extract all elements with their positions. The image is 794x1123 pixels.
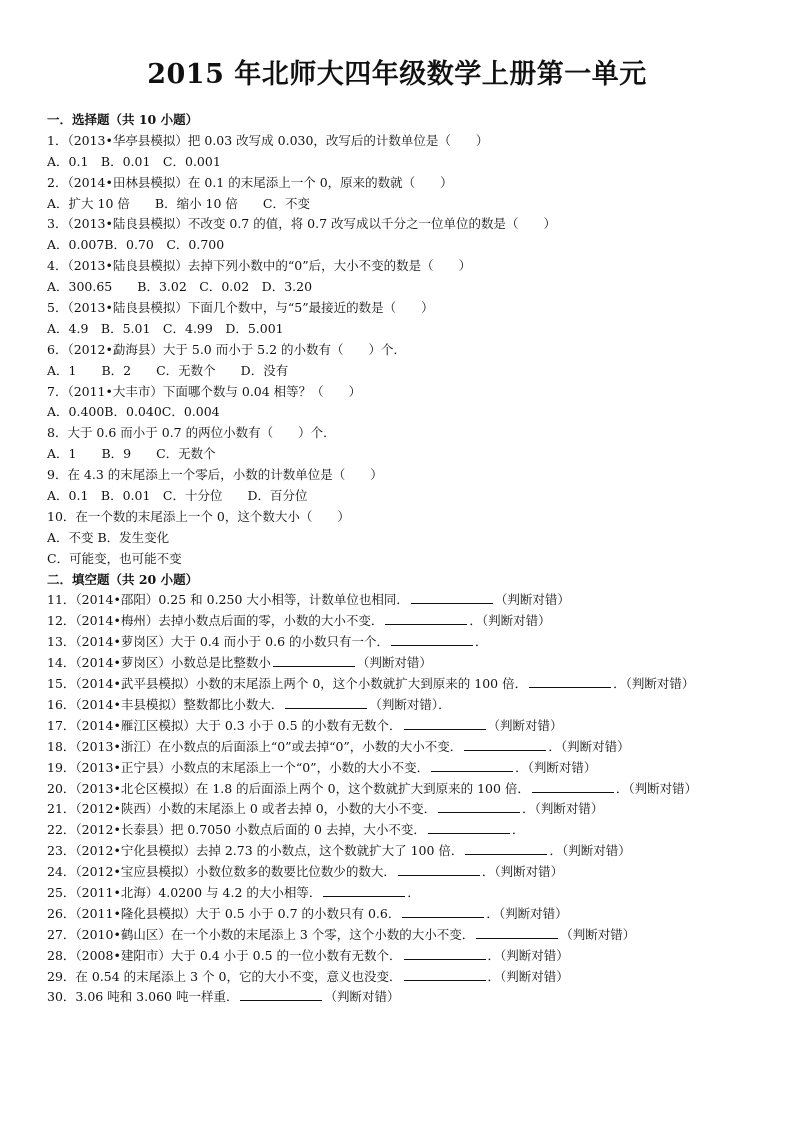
choice-question-line: A．1 B．2 C．无数个 D．没有 [47, 362, 289, 378]
question-text: 25．（2011•北海）4.0200 与 4.2 的大小相等． [47, 884, 322, 900]
question-text: 29．在 0.54 的末尾添上 3 个 0，它的大小不变，意义也没变． [47, 968, 402, 984]
question-text: 26．（2011•隆化县模拟）大于 0.5 小于 0.7 的小数只有 0.6． [47, 905, 401, 921]
choice-question-line: 5．（2013•陆良县模拟）下面几个数中，与“5”最接近的数是（ ） [47, 300, 434, 316]
question-text: 13．（2014•萝岗区）大于 0.4 而小于 0.6 的小数只有一个． [47, 634, 389, 650]
choice-question-line: 6．（2012•勐海县）大于 5.0 而小于 5.2 的小数有（ ）个． [47, 341, 407, 357]
fill-question-line [47, 653, 754, 674]
answer-blank[interactable] [464, 738, 546, 751]
question-suffix: （判断对错） [560, 926, 636, 942]
choice-question-line: A．不变 B．发生变化 [47, 529, 170, 545]
choice-question-line: 2．（2014•田林县模拟）在 0.1 的末尾添上一个 0，原来的数就（ ） [47, 174, 453, 190]
question-suffix: ． [511, 822, 525, 838]
choice-question-line: A．0.007B．0.70 C．0.700 [47, 237, 225, 253]
fill-question-line [47, 820, 754, 841]
question-text: 19．（2013•正宁县）小数点的末尾添上一个“0”，小数的大小不变． [47, 759, 430, 775]
question-text: 14．（2014•萝岗区）小数总是比整数小 [47, 655, 271, 671]
answer-blank[interactable] [438, 800, 520, 813]
question-suffix: （判断对错）． [369, 696, 451, 712]
fill-question-line [47, 967, 754, 988]
fill-question-line [47, 611, 754, 632]
answer-blank[interactable] [404, 717, 486, 730]
fill-question-line [47, 987, 754, 1008]
choice-question-line: A．300.65 B．3.02 C．0.02 D．3.20 [47, 279, 313, 295]
question-text: 11．（2014•邵阳）0.25 和 0.250 大小相等，计数单位也相同． [47, 592, 409, 608]
question-text: 28．（2008•建阳市）大于 0.4 小于 0.5 的一位小数有无数个． [47, 947, 402, 963]
answer-blank[interactable] [529, 675, 611, 688]
question-text: 22．（2012•长泰县）把 0.7050 小数点后面的 0 去掉，大小不变． [47, 822, 426, 838]
answer-blank[interactable] [404, 968, 486, 981]
answer-blank[interactable] [323, 884, 405, 897]
choice-question-line: 8．大于 0.6 而小于 0.7 的两位小数有（ ）个． [47, 425, 336, 441]
fill-question-line [47, 695, 754, 716]
choice-question-line: A．4.9 B．5.01 C．4.99 D．5.001 [47, 320, 284, 336]
answer-blank[interactable] [404, 947, 486, 960]
question-text: 23．（2012•宁化县模拟）去掉 2.73 的小数点，这个数就扩大了 100 倍． [47, 843, 464, 859]
answer-blank[interactable] [285, 696, 367, 709]
fill-question-line [47, 883, 754, 904]
choice-question-line: A．0.400B．0.040C．0.004 [47, 404, 220, 420]
answer-blank[interactable] [385, 612, 467, 625]
question-suffix: ．（判断对错） [486, 905, 568, 921]
fill-question-line [47, 925, 754, 946]
fill-question-line [47, 904, 754, 925]
question-text: 15．（2014•武平县模拟）小数的末尾添上两个 0，这个小数就扩大到原来的 100 倍． [47, 676, 528, 692]
question-suffix: ．（判断对错） [469, 613, 551, 629]
choice-question-line: A．0.1 B．0.01 C．十分位 D．百分位 [47, 488, 308, 504]
choice-question-line: 7．（2011•大丰市）下面哪个数与 0.04 相等？（ ） [47, 383, 362, 399]
choice-question-line: 4．（2013•陆良县模拟）去掉下列小数中的“0”后，大小不变的数是（ ） [47, 258, 472, 274]
question-suffix: （判断对错） [494, 592, 570, 608]
choice-question-line: A．0.1 B．0.01 C．0.001 [47, 153, 221, 169]
section-heading-fill: 二．填空题（共 20 小题） [47, 571, 199, 587]
fill-question-line [47, 758, 754, 779]
choice-question-line: 3．（2013•陆良县模拟）不改变 0.7 的值，将 0.7 改写成以千分之一位单位的数是（ ） [47, 216, 557, 232]
question-suffix: ．（判断对错） [481, 864, 564, 880]
choice-question-line: A．1 B．9 C．无数个 [47, 446, 216, 462]
question-suffix: （判断对错） [324, 989, 400, 1005]
document-title: 2015 年北师大四年级数学上册第一单元 [147, 59, 647, 90]
question-suffix: ．（判断对错） [549, 843, 631, 859]
fill-question-line [47, 737, 754, 758]
fill-question-line [47, 862, 754, 883]
answer-blank[interactable] [402, 905, 484, 918]
question-suffix: ．（判断对错） [515, 759, 597, 775]
section-heading-choice: 一．选择题（共 10 小题） [47, 112, 199, 127]
answer-blank[interactable] [391, 633, 473, 646]
answer-blank[interactable] [465, 842, 547, 855]
question-suffix: （判断对错） [487, 717, 563, 733]
answer-blank[interactable] [532, 780, 614, 793]
fill-question-line [47, 716, 754, 737]
question-suffix: （判断对错） [356, 655, 432, 671]
fill-question-line [47, 799, 754, 820]
choice-question-list [47, 131, 754, 570]
question-text: 21．（2012•陕西）小数的末尾添上 0 或者去掉 0，小数的大小不变． [47, 801, 437, 817]
question-text: 18．（2013•浙江）在小数点的后面添上“0”或去掉“0”，小数的大小不变． [47, 738, 463, 754]
question-suffix: ．（判断对错） [487, 947, 569, 963]
choice-question-line: C．可能变，也可能不变 [47, 550, 182, 566]
question-text: 24．（2012•宝应县模拟）小数位数多的数要比位数少的数大． [47, 864, 396, 880]
question-suffix: ．（判断对错） [613, 676, 695, 692]
answer-blank[interactable] [273, 654, 355, 667]
fill-question-line [47, 590, 754, 611]
fill-question-line [47, 841, 754, 862]
answer-blank[interactable] [240, 988, 322, 1001]
choice-question-line: 1．（2013•华亭县模拟）把 0.03 改写成 0.030，改写后的计数单位是（ ） [47, 132, 489, 148]
question-text: 20．（2013•北仑区模拟）在 1.8 的后面添上两个 0，这个数就扩大到原来的 100 倍． [47, 780, 530, 796]
answer-blank[interactable] [476, 926, 558, 939]
fill-question-line [47, 674, 754, 695]
choice-question-line: 9．在 4.3 的末尾添上一个零后，小数的计数单位是（ ） [47, 467, 383, 483]
document-content [47, 110, 754, 1008]
fill-question-line [47, 632, 754, 653]
fill-question-line [47, 946, 754, 967]
question-suffix: ．（判断对错） [522, 801, 604, 817]
answer-blank[interactable] [411, 591, 493, 604]
question-suffix: ．（判断对错） [548, 738, 630, 754]
question-text: 27．（2010•鹤山区）在一个小数的末尾添上 3 个零，这个小数的大小不变． [47, 926, 475, 942]
fill-question-line [47, 779, 754, 800]
question-text: 12．（2014•梅州）去掉小数点后面的零，小数的大小不变． [47, 613, 384, 629]
question-suffix: ． [407, 884, 420, 900]
question-text: 16．（2014•丰县模拟）整数都比小数大． [47, 696, 284, 712]
question-suffix: ． [475, 634, 488, 650]
question-text: 17．（2014•雁江区模拟）大于 0.3 小于 0.5 的小数有无数个． [47, 717, 402, 733]
answer-blank[interactable] [398, 863, 480, 876]
choice-question-line: 10．在一个数的末尾添上一个 0，这个数大小（ ） [47, 508, 350, 524]
fill-question-list [47, 590, 754, 1008]
question-text: 30．3.06 吨和 3.060 吨一样重． [47, 989, 239, 1005]
answer-blank[interactable] [431, 759, 513, 772]
answer-blank[interactable] [428, 821, 510, 834]
question-suffix: ．（判断对错） [487, 968, 569, 984]
choice-question-line: A．扩大 10 倍 B．缩小 10 倍 C．不变 [47, 195, 310, 211]
question-suffix: ．（判断对错） [615, 780, 698, 796]
